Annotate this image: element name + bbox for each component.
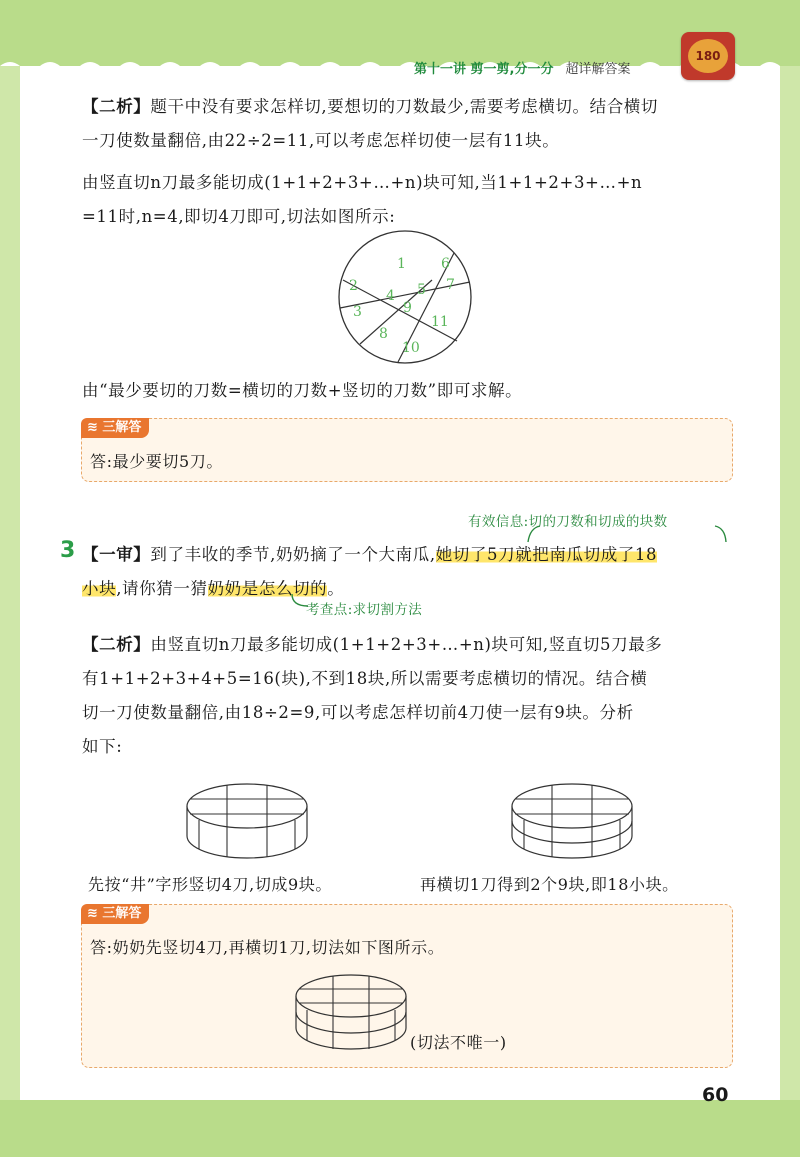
q3-analysis-line4: 如下: — [82, 737, 123, 756]
answer-note: (切法不唯一) — [410, 1033, 507, 1052]
badge-emblem: 180 — [688, 39, 728, 73]
q3-question-text: 到了丰收的季节,奶奶摘了一个大南瓜, — [150, 545, 436, 564]
region-label: 3 — [353, 304, 362, 320]
q2-conclusion: 由“最少要切的刀数=横切的刀数+竖切的刀数”即可求解。 — [82, 381, 523, 400]
q3-question-period: 。 — [327, 579, 345, 598]
region-label: 7 — [446, 277, 455, 293]
lesson-title: 第十一讲 剪一剪,分一分 — [414, 62, 554, 77]
page-number: 60 — [702, 1084, 729, 1106]
region-label: 5 — [417, 282, 426, 298]
region-label: 8 — [379, 326, 388, 342]
right-frame — [780, 66, 800, 1106]
q2-analysis-line1 — [82, 90, 732, 124]
bottom-frame — [0, 1100, 800, 1157]
caption-right: 再横切1刀得到2个9块,即18小块。 — [420, 875, 679, 894]
cylinder-eighteen-blocks — [510, 776, 634, 860]
answer-label: ≋ 三解答 — [81, 904, 149, 924]
answer-label: ≋ 三解答 — [81, 418, 149, 438]
q2-analysis-text1: 题干中没有要求怎样切,要想切的刀数最少,需要考虑横切。结合横切 — [150, 97, 658, 116]
q2-analysis-line3: 由竖直切n刀最多能切成(1+1+2+3+…+n)块可知,当1+1+2+3+…+n — [82, 173, 643, 192]
cylinder-nine-blocks — [185, 776, 309, 860]
circle-cut-diagram — [336, 228, 474, 366]
caption-left: 先按“井”字形竖切4刀,切成9块。 — [88, 875, 333, 894]
highlight-info: 她切了5刀就把南瓜切成了18 — [435, 545, 658, 564]
q3-analysis-line3: 切一刀使数量翻倍,由18÷2=9,可以考虑怎样切前4刀使一层有9块。分析 — [82, 703, 634, 722]
header-subtitle: 超详解答案 — [565, 62, 631, 77]
question-number: 3 — [60, 538, 76, 563]
q3-question-text2: ,请你猜一猜 — [116, 579, 208, 598]
q3-analysis-line2: 有1+1+2+3+4+5=16(块),不到18块,所以需要考虑横切的情况。结合横 — [82, 669, 648, 688]
highlight-info-cont: 小块 — [82, 579, 117, 598]
q3-answer-text: 答:奶奶先竖切4刀,再横切1刀,切法如下图所示。 — [90, 938, 445, 957]
page-header — [414, 58, 630, 78]
q2-analysis — [82, 90, 732, 234]
q3-analysis-line1 — [82, 628, 732, 662]
region-label: 6 — [441, 256, 450, 272]
brand-badge — [681, 32, 735, 80]
region-label: 1 — [397, 256, 406, 272]
q3-question-line1 — [82, 538, 732, 572]
left-frame — [0, 66, 20, 1106]
q3-analysis — [82, 628, 732, 764]
answer-cylinder — [294, 968, 408, 1052]
exam-point-note: 考查点:求切割方法 — [306, 602, 423, 618]
region-label: 4 — [386, 288, 395, 304]
q2-analysis-line4: =11时,n=4,即切4刀即可,切法如图所示: — [82, 207, 396, 226]
analysis-tag: 【二析】 — [82, 97, 151, 116]
analysis-tag: 【二析】 — [82, 635, 151, 654]
q2-answer-text: 答:最少要切5刀。 — [90, 452, 223, 471]
region-label: 11 — [431, 314, 449, 330]
q3-question — [82, 538, 732, 606]
q2-answer-box — [81, 418, 733, 482]
region-label: 10 — [402, 340, 420, 356]
effective-info-note: 有效信息:切的刀数和切成的块数 — [468, 514, 668, 530]
region-label: 2 — [349, 278, 358, 294]
region-label: 9 — [403, 300, 412, 316]
q2-analysis-line2: 一刀使数量翻倍,由22÷2=11,可以考虑怎样切使一层有11块。 — [82, 131, 560, 150]
q3-analysis-text1: 由竖直切n刀最多能切成(1+1+2+3+…+n)块可知,竖直切5刀最多 — [150, 635, 663, 654]
question-tag: 【一审】 — [82, 545, 151, 564]
highlight-point: 奶奶是怎么切的 — [207, 579, 328, 598]
